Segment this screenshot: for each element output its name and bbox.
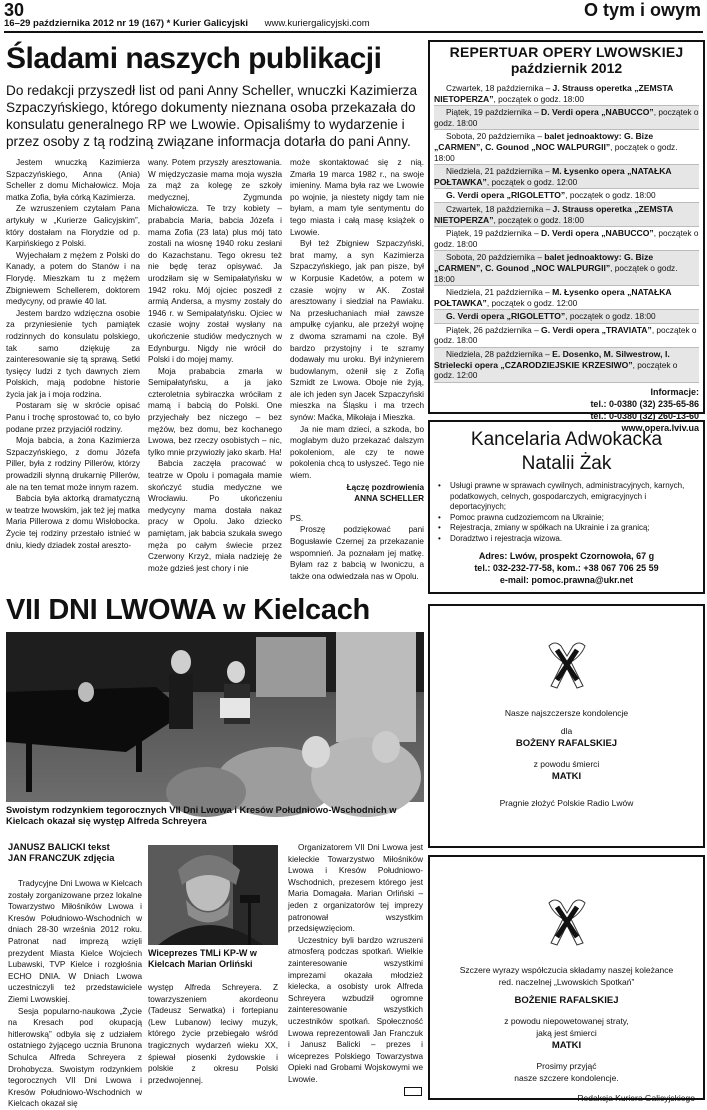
performance-title: D. Verdi opera „NABUCCO”	[541, 228, 654, 239]
condolence-line: MATKI	[551, 771, 582, 782]
performance-date: Niedziela, 21 października –	[446, 287, 550, 298]
article2-col2	[148, 982, 278, 1100]
concert-photo	[6, 632, 424, 802]
condolence-from: Redakcja Kuriera Galicyjskiego	[577, 1093, 695, 1103]
performance-title: J. Strauss operetka „ZEMSTA NIETOPERZA”	[434, 83, 673, 104]
condolence-line: red. naczelnej „Lwowskich Spotkań”	[498, 977, 635, 987]
performance-date: Piątek, 19 października –	[446, 107, 539, 118]
performance-date: Czwartek, 18 października –	[446, 203, 551, 214]
article1-col2	[148, 157, 282, 587]
performance-time: , początek o godz. 18:00	[493, 93, 584, 104]
performance-title: D. Verdi opera „NABUCCO”	[541, 107, 654, 118]
performance-item	[434, 251, 699, 286]
article2-col3	[288, 842, 423, 1100]
opera-web[interactable]: www.opera.lviv.ua	[621, 422, 699, 433]
law-title-1: Kancelaria Adwokacka	[470, 429, 663, 450]
performance-item	[434, 82, 699, 106]
ps-text: Proszę podziękować pani Bogusławie Czernej za przekazanie wspomnień. Ja poznałam jej matkę. Byłam raz z babcią w Iwoniczu, a także ona odwiedzała nas w Opolu.	[290, 525, 424, 581]
performance-date: Niedziela, 28 października –	[446, 349, 550, 360]
performance-item	[434, 189, 699, 203]
portrait-photo-image	[148, 845, 278, 945]
paragraph: Moja prababcia zmarła w Semipałatyńsku, a ja jako czteroletnia sybiraczka wróciłam z mamą i babcią do Polski. One przyjechały bez niczego – bez mężów, bez domu, bez kochanego Lwowa, bez rzeczy osobistych – nic, tylko mnie przywiozły jako skarb. Ha!	[148, 366, 282, 457]
paragraph: Wyjechałam z mężem z Polski do Kanady, a potem do Stanów i na Florydę. Mieszkam tu z mężem Zbigniewem Schellerem, doktorem medycyny, od prawie 40 lat.	[6, 250, 140, 307]
article1-col3	[290, 157, 424, 587]
paragraph: może skontaktować się z nią. Zmarła 19 marca 1982 r., na swoje imieniny. Mama była raz we Lwowie po wojnie, ja niestety nigdy tam nie byłam, a mam tyle sentymentu do tego miasta i całą masę książek o Lwowie.	[290, 158, 424, 237]
performance-item	[434, 286, 699, 310]
condolence-line: dla	[560, 726, 573, 736]
paragraph: Jestem wnuczką Kazimierza Szpaczyńskiego, Anna (Ania) Scheller z domu Michałowicz. Moja matka Zofia, była córką Kazimierza.	[6, 158, 140, 202]
paragraph: Babcia zaczęła pracować w teatrze w Opolu i pomagała mamie skończyć studia medyczne we Wrocławiu. Po ukończeniu medycyny mama dostała nakaz pracy w Opolu. Jako dziecko pamiętam, jak babcia szukała swego męża po całym świecie przez Czerwony Krzyż, miała nadzieję że może gdzieś jest chory i nie	[148, 459, 282, 573]
performance-title: balet jednoaktowy: G. Bize „CARMEN”, C. Gounod „NOC WALPURGII”	[434, 252, 654, 273]
opera-tel2: tel.: 0-0380 (32) 260-13-60	[590, 410, 699, 421]
paragraph: wany. Potem przyszły aresztowania. W międzyczasie mama moja wyszła za mąż za kolegę ze szkoły medycznej, Zygmunda Michałowicza. Te trzy kobiety – prababcia Maria, babcia Józefa i mama Zofia (23 lata) plus mój tato zostali na wiosnę 1940 roku zesłani do Kazachstanu. Tego okresu też nie będę teraz opisywać. Ja urodziłam się w Semipałatyńsku w 1942 roku. Mój ojciec poszedł z armią Andersa, a mysmy zostały do 1946 r. w Semipałatyńsku. Ojciec w czasie wojny został wysłany na ukończenie studiów medycznych w Edynburgu. Nigdy nie wrócił do Polski i do mojej mamy.	[148, 158, 282, 365]
performance-time: , początek o godz. 18:00	[434, 324, 697, 346]
performance-title: J. Strauss operetka „ZEMSTA NIETOPERZA”	[434, 203, 673, 225]
paragraph: Był też Zbigniew Szpaczyński, brat mamy, a syn Kazimierza Szpaczyńskiego, jak pan pisze, był w Korpusie Kadetów, a potem w czasie wojny w AK. Został aresztowany i siedział na Pawiaku. Na przesłuchaniach miał zawsze ampułkę cyjanku, ale przeżył wojnę z dwoma szramami na czole. Był bardzo przystojny i te szramy dodawały mu uroku. Był inżynierem budowlanym, ożenił się z Zofią Szmidt ze Lwowa. Oboje nie żyją, ale ich jeden syn Jacek Szpaczyński mieszka na Śląsku i ma trzech synów: Maćka, Mikołaja i Mieszka.	[290, 239, 424, 423]
performance-date: Niedziela, 21 października –	[446, 166, 550, 177]
performance-time: , początek o godz. 18:00	[434, 107, 699, 128]
performance-title: M. Łysenko opera „NATAŁKA POŁTAWKA”	[434, 287, 672, 308]
paragraph: Ze wzruszeniem czytałam Pana artykuły w „Kurierze Galicyjskim”, który dostałam na Florydzie od p. Karpińskiego z Polski.	[6, 204, 140, 249]
performance-date: Piątek, 19 października –	[446, 228, 539, 239]
condolence-line: z powodu śmierci	[533, 759, 600, 769]
performance-time: , początek o godz. 18:00	[434, 262, 678, 284]
condolence-box-1	[428, 604, 705, 848]
performance-title: G. Verdi opera „RIGOLETTO”	[446, 311, 566, 322]
law-office-ad	[428, 420, 705, 594]
law-title-2: Natalii Żak	[521, 453, 612, 474]
paragraph: Uczestnicy byli bardzo wzruszeni atmosferą podczas spotkań. Wielkie zainteresowanie wszystkimi imprezami okazała młodzież kielecka, a osobisty urok Alfreda Schreyera wzbudził ogromne zainteresowanie wszystkich uczestników spotkań. Społeczność Lwowa reprezentowali Jan Franczuk i Janusz Balicki – prezes i wiceprezes Polskiego Towarzystwa Opieki nad Grobami Wojskowymi we Lwowie.	[288, 935, 423, 1084]
opera-title: REPERTUAR OPERY LWOWSKIEJ	[449, 44, 684, 60]
paragraph: Tradycyjne Dni Lwowa w Kielcach zostały zorganizowane przez lokalne Towarzystwo Miłośników Lwowa i Kresów Południowo-Wschodnich w dniach 28-30 września 2012 roku. Patronat nad imprezą wzięli prezydent Miasta Kielce Wojciech Lubawski, TVP Kielce i rozgłośnia ECHO DNIA. W Dniach Lwowa uczestniczyli też przedstawiciele Ziemi Lwowskiej.	[8, 879, 142, 1004]
portrait-photo	[148, 845, 278, 945]
condolence-box-2	[428, 855, 705, 1103]
law-address: Adres: Lwów, prospekt Czornowoła, 67 g	[478, 551, 655, 561]
issue-text: 16–29 października 2012 nr 19 (167) * Kurier Galicyjski	[4, 18, 248, 29]
performance-time: , początek o godz. 12:00	[434, 359, 678, 381]
paragraph: Babcia była aktorką dramatyczną w teatrze lwowskim, jak też jej matka Maria Pillerowa z domu Wisłobocka. Życie tej rodziny przestało istnieć w dniu, kiedy dziadek został areszto-	[6, 494, 140, 550]
performance-item	[434, 106, 699, 130]
performance-item	[434, 165, 699, 189]
cross-ribbon-icon	[537, 893, 597, 953]
signature-greeting: Łączę pozdrowienia	[346, 482, 424, 492]
opera-repertoire-box	[428, 40, 705, 433]
condolence-line: Prosimy przyjąć	[536, 1061, 597, 1071]
opera-tel1: tel.: 0-0380 (32) 235-65-86	[590, 398, 699, 409]
condolence-line: MATKI	[551, 1040, 582, 1051]
page-number: 30	[4, 0, 25, 20]
paragraph: Organizatorem VII Dni Lwowa jest kieleckie Towarzystwo Miłośników Lwowa i Kresów Południowo-Wschodnich, prezesem którego jest Maria Domagała. Marian Orliński – jeden z organizatorów tej imprezy patronował wszystkim przedsięwzięciom.	[288, 843, 423, 934]
performance-item	[434, 227, 699, 251]
paragraph: Moja babcia, a żona Kazimierza Szpaczyńskiego, z domu Józefa Piller, była z rodziny Pillerów, którzy prowadzili słynną drukarnię Pillerów, ale na ten temat może innym razem.	[6, 436, 140, 492]
law-email[interactable]: e-mail: pomoc.prawna@ukr.net	[499, 575, 634, 585]
article2-title: VII DNI LWOWA w Kielcach	[6, 594, 370, 626]
performance-item	[434, 348, 699, 383]
signature-name: ANNA SCHELLER	[354, 494, 424, 504]
paragraph: Sesja popularno-naukowa „Życie na Kresach pod okupacją hitlerowską” odbyła się z udziałem ostatniego żyjącego ucznia Brunona Schulca Alfreda Schreyera z Drohobycza. Swoistym rodzynkiem tegorocznych VII Dni Lwowa i Kresów Południowo-Wschodnich w Kielcach okazał się	[8, 1006, 142, 1109]
law-service-item: • Usługi prawne w sprawach cywilnych, administracyjnych, karnych, podatkowych, celnych, gospodarczych, emigracyjnych i deportacyjnych;	[436, 481, 697, 513]
header-divider	[4, 31, 703, 33]
performance-time: , początek o godz. 18:00	[565, 190, 656, 201]
article1-col1	[6, 157, 140, 587]
opera-subtitle: październik 2012	[510, 60, 623, 76]
performance-date: Czwartek, 18 października –	[446, 83, 551, 93]
ps-label: PS.	[290, 513, 304, 523]
article1-body	[6, 157, 424, 587]
condolence-name: BOŻENIE RAFALSKIEJ	[514, 995, 619, 1006]
performance-title: G. Verdi opera „TRAVIATA”	[541, 324, 652, 335]
performance-title: G. Verdi opera „RIGOLETTO”	[446, 190, 566, 201]
article1-title: Śladami naszych publikacji	[6, 42, 382, 75]
performance-date: Sobota, 20 października –	[446, 131, 542, 142]
performance-time: , początek o godz. 12:00	[486, 176, 578, 187]
performance-time: , początek o godz. 12:00	[486, 297, 578, 308]
law-contact	[436, 550, 697, 586]
issue-info	[4, 18, 370, 29]
concert-photo-image	[6, 632, 424, 802]
performance-time: , początek o godz. 18:00	[434, 228, 699, 249]
performance-item	[434, 203, 699, 227]
performance-item	[434, 324, 699, 348]
performance-time: , początek o godz. 18:00	[493, 214, 584, 225]
end-mark	[404, 1087, 422, 1096]
condolence-from: Pragnie złożyć Polskie Radio Lwów	[499, 798, 634, 808]
condolence-line: jaką jest śmierci	[536, 1028, 597, 1038]
law-service-item: • Doradztwo i rejestracja wizowa.	[436, 534, 697, 545]
paragraph: Jestem bardzo wdzięczna osobie za przyniesienie tych pamiątek rodzinnych do konsulatu polskiego, tak samo dziękuję za zainteresowanie się tą sprawą. Setki tysięcy ludzi z tych dawnych ziem Polskich, mają podobne historie życia jak ja i moja rodzina.	[6, 308, 140, 399]
condolence-name: BOŻENY RAFALSKIEJ	[515, 738, 618, 749]
performance-time: , początek o godz. 18:00	[565, 311, 656, 322]
performance-date: Sobota, 20 października –	[446, 252, 542, 263]
performance-item	[434, 310, 699, 324]
paragraph: występ Alfreda Schreyera. Z towarzyszeniem akordeonu (Tadeusz Serwatka) i fortepianu (Lew Lubanow) leciwy muzyk, którego życie przebiegało wśród tragicznych wydarzeń wieku XX, śpiewał piosenki żydowskie i polskie z okresu Polski przedwojennej.	[148, 983, 278, 1085]
cross-ribbon-icon	[537, 636, 597, 696]
paragraph: Postaram się w skrócie opisać Panu i trochę sprostować to, co było podane przez przyjaciół rodziny.	[6, 401, 140, 434]
performance-title: E. Dosenko, M. Silwestrow, I. Strielecki opera „CZARODZIEJSKIE KRZESIWO”	[434, 349, 670, 370]
law-service-item: • Pomoc prawna cudzoziemcom na Ukrainie;	[436, 513, 697, 524]
article2-col1	[8, 878, 142, 1109]
condolence-line: Szczere wyrazy współczucia składamy naszej koleżance	[459, 965, 674, 975]
law-services	[436, 481, 697, 544]
info-label: Informacje:	[650, 386, 699, 397]
article1-lead: Do redakcji przyszedł list od pani Anny Scheller, wnuczki Kazimierza Szpaczyńskiego, którego dokumenty nieznana osoba przekazała do konsulatu generalnego RP we Lwowie. Opisaliśmy to wydarzenie i przez osoby z tą rodziną związane informacja dotarła do pani Anny.	[6, 83, 418, 149]
condolence-line: nasze szczere kondolencje.	[514, 1073, 619, 1083]
performance-title: M. Łysenko opera „NATAŁKA POŁTAWKA”	[434, 166, 672, 187]
performance-date: Piątek, 26 października –	[446, 324, 539, 335]
law-phone: tel.: 032-232-77-58, kom.: +38 067 706 25 59	[474, 563, 659, 573]
site-link[interactable]: www.kuriergalicyjski.com	[264, 18, 370, 29]
law-service-item: • Rejestracja, zmiany w spółkach na Ukrainie i za granicą;	[436, 523, 697, 534]
performance-title: balet jednoaktowy: G. Bize „CARMEN”, C. Gounod „NOC WALPURGII”	[434, 131, 654, 152]
condolence-line: Nasze najszczersze kondolencje	[504, 708, 629, 718]
section-title: O tym i owym	[583, 0, 701, 20]
performance-time: , początek o godz. 18:00	[434, 141, 678, 163]
condolence-line: z powodu niepowetowanej straty,	[504, 1016, 629, 1026]
byline-author: JANUSZ BALICKI tekst	[8, 842, 110, 852]
byline-photographer: JAN FRANCZUK zdjęcia	[8, 853, 115, 863]
performance-list	[434, 82, 699, 383]
portrait-photo-caption: Wiceprezes TMLi KP-W w Kielcach Marian Orliński	[148, 948, 257, 969]
concert-photo-caption: Swoistym rodzynkiem tegorocznych VII Dni Lwowa i Kresów Południowo-Wschodnich w Kielcach okazał się występ Alfreda Schreyera	[6, 805, 397, 826]
performance-item	[434, 130, 699, 165]
article2-byline	[8, 842, 143, 864]
paragraph: Ja nie mam dzieci, a szkoda, bo moglabym dużo przekazać dalszym pokoleniom, ale czy te nowe pokolenia chcą to usłyszeć. Tego nie wiem.	[290, 424, 424, 481]
